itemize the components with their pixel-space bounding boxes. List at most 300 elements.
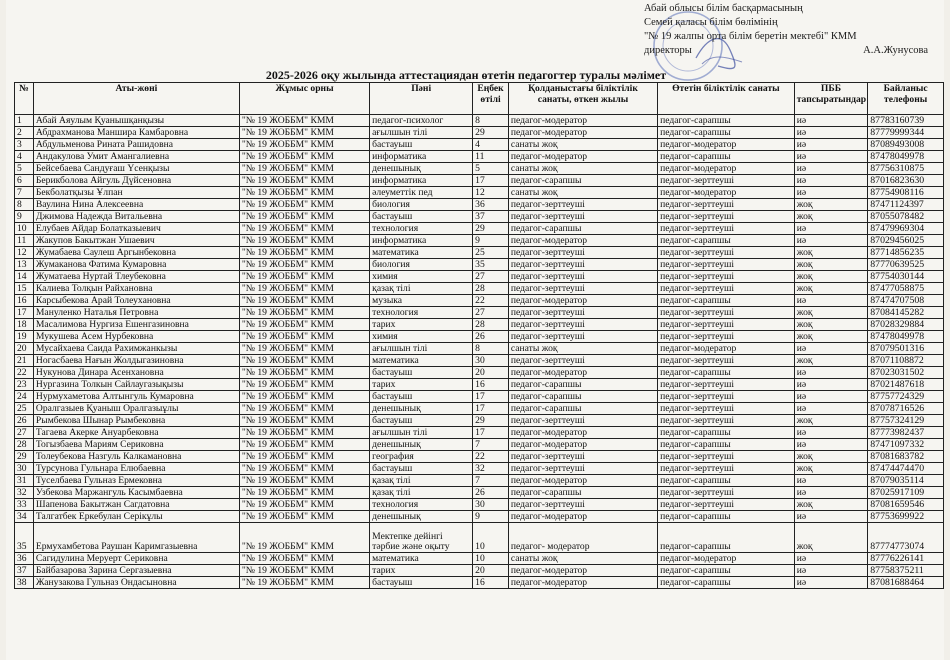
cell-current-category: педагог-сарапшы	[508, 403, 657, 415]
cell-target-category: педагог-зерттеуші	[658, 307, 795, 319]
cell-experience: 26	[473, 331, 509, 343]
cell-name: Бейсебаева Сандуғаш Үсенқызы	[33, 163, 239, 175]
cell-name: Абай Аяулым Қуанышқанқызы	[33, 115, 239, 127]
cell-num: 36	[15, 553, 34, 565]
cell-phone: 87776226141	[868, 553, 944, 565]
approval-signature-row	[644, 44, 944, 58]
cell-experience: 7	[473, 439, 509, 451]
header-workplace: Жұмыс орны	[239, 83, 369, 115]
cell-experience: 9	[473, 511, 509, 523]
cell-pbb: иә	[794, 343, 868, 355]
cell-experience: 17	[473, 403, 509, 415]
cell-workplace: "№ 19 ЖОББМ" КММ	[239, 247, 369, 259]
cell-name: Жакупов Бакытжан Ушаевич	[33, 235, 239, 247]
cell-phone: 87753699922	[868, 511, 944, 523]
document-title: 2025-2026 оқу жылында аттестациядан өтетін педагогтер туралы мәлімет	[265, 68, 667, 82]
table-row	[15, 307, 944, 319]
cell-subject: музыка	[370, 295, 473, 307]
cell-phone: 87029456025	[868, 235, 944, 247]
cell-name: Сагидулина Меруерт Сериковна	[33, 553, 239, 565]
cell-name: Карсыбекова Арай Толеухановна	[33, 295, 239, 307]
cell-phone: 87478049978	[868, 151, 944, 163]
cell-workplace: "№ 19 ЖОББМ" КММ	[239, 175, 369, 187]
cell-pbb: жоқ	[794, 271, 868, 283]
cell-target-category: педагог-зерттеуші	[658, 415, 795, 427]
cell-current-category: педагог-зерттеуші	[508, 415, 657, 427]
cell-subject: әлеуметтік пед	[370, 187, 473, 199]
cell-pbb: жоқ	[794, 415, 868, 427]
cell-current-category: педагог-зерттеуші	[508, 451, 657, 463]
cell-target-category: педагог-сарапшы	[658, 295, 795, 307]
table-row	[15, 367, 944, 379]
cell-name: Калиева Толқын Райхановна	[33, 283, 239, 295]
cell-subject: бастауыш	[370, 139, 473, 151]
cell-phone: 87023031502	[868, 367, 944, 379]
cell-workplace: "№ 19 ЖОББМ" КММ	[239, 211, 369, 223]
cell-name: Жанузакова Гульназ Ондасыновна	[33, 577, 239, 589]
cell-num: 5	[15, 163, 34, 175]
cell-experience: 32	[473, 463, 509, 475]
cell-pbb: жоқ	[794, 355, 868, 367]
cell-pbb: иә	[794, 475, 868, 487]
cell-name: Толеубекова Назгуль Калкамановна	[33, 451, 239, 463]
cell-experience: 16	[473, 379, 509, 391]
cell-current-category: санаты жоқ	[508, 553, 657, 565]
table-row	[15, 139, 944, 151]
cell-phone: 87479969304	[868, 223, 944, 235]
cell-target-category: педагог-зерттеуші	[658, 319, 795, 331]
cell-name: Ермухамбетова Раушан Каримгазыевна	[33, 523, 239, 553]
header-pbb: ПББ тапсыратындар	[794, 83, 868, 115]
approval-line-1: Абай облысы білім басқармасының	[644, 3, 803, 14]
cell-phone: 87471097332	[868, 439, 944, 451]
cell-phone: 87021487618	[868, 379, 944, 391]
cell-target-category: педагог-зерттеуші	[658, 271, 795, 283]
cell-target-category: педагог-зерттеуші	[658, 355, 795, 367]
table-row	[15, 577, 944, 589]
cell-phone: 87477058875	[868, 283, 944, 295]
cell-target-category: педагог-сарапшы	[658, 235, 795, 247]
cell-pbb: иә	[794, 223, 868, 235]
cell-experience: 7	[473, 475, 509, 487]
cell-workplace: "№ 19 ЖОББМ" КММ	[239, 553, 369, 565]
cell-current-category: санаты жоқ	[508, 187, 657, 199]
cell-current-category: педагог-сарапшы	[508, 487, 657, 499]
cell-subject: информатика	[370, 151, 473, 163]
cell-current-category: педагог-сарапшы	[508, 379, 657, 391]
cell-current-category: педагог-модератор	[508, 439, 657, 451]
cell-current-category: педагог-модератор	[508, 151, 657, 163]
cell-num: 37	[15, 565, 34, 577]
cell-workplace: "№ 19 ЖОББМ" КММ	[239, 439, 369, 451]
cell-num: 11	[15, 235, 34, 247]
cell-subject: биология	[370, 199, 473, 211]
cell-target-category: педагог-модератор	[658, 163, 795, 175]
cell-num: 16	[15, 295, 34, 307]
cell-target-category: педагог-сарапшы	[658, 577, 795, 589]
cell-name: Жумаканова Фатима Кумаровна	[33, 259, 239, 271]
cell-name: Шапенова Бакытжан Сагдатовна	[33, 499, 239, 511]
cell-current-category: педагог-зерттеуші	[508, 199, 657, 211]
cell-experience: 8	[473, 115, 509, 127]
cell-experience: 22	[473, 295, 509, 307]
cell-workplace: "№ 19 ЖОББМ" КММ	[239, 343, 369, 355]
cell-pbb: иә	[794, 127, 868, 139]
table-header-row	[15, 83, 944, 115]
cell-experience: 17	[473, 427, 509, 439]
cell-current-category: педагог-модератор	[508, 235, 657, 247]
cell-subject: математика	[370, 355, 473, 367]
cell-workplace: "№ 19 ЖОББМ" КММ	[239, 223, 369, 235]
cell-name: Оралгазыев Қуаныш Оралгазыұлы	[33, 403, 239, 415]
cell-num: 14	[15, 271, 34, 283]
cell-workplace: "№ 19 ЖОББМ" КММ	[239, 331, 369, 343]
cell-phone: 87089493008	[868, 139, 944, 151]
cell-phone: 87078716526	[868, 403, 944, 415]
cell-target-category: педагог-зерттеуші	[658, 487, 795, 499]
cell-target-category: педагог-зерттеуші	[658, 403, 795, 415]
cell-target-category: педагог-сарапшы	[658, 427, 795, 439]
cell-pbb: иә	[794, 391, 868, 403]
cell-name: Туселбаева Гульназ Ермековна	[33, 475, 239, 487]
cell-current-category: санаты жоқ	[508, 163, 657, 175]
cell-pbb: жоқ	[794, 463, 868, 475]
cell-target-category: педагог-зерттеуші	[658, 379, 795, 391]
cell-current-category: педагог-зерттеуші	[508, 307, 657, 319]
cell-target-category: педагог-зерттеуші	[658, 211, 795, 223]
cell-target-category: педагог-сарапшы	[658, 523, 795, 553]
cell-workplace: "№ 19 ЖОББМ" КММ	[239, 295, 369, 307]
cell-experience: 28	[473, 319, 509, 331]
cell-current-category: педагог-зерттеуші	[508, 283, 657, 295]
table-row	[15, 247, 944, 259]
cell-subject: ағылшын тілі	[370, 127, 473, 139]
cell-current-category: санаты жоқ	[508, 343, 657, 355]
cell-subject: ағылшын тілі	[370, 427, 473, 439]
cell-num: 10	[15, 223, 34, 235]
cell-workplace: "№ 19 ЖОББМ" КММ	[239, 199, 369, 211]
cell-name: Абдульменова Рината Рашидовна	[33, 139, 239, 151]
cell-workplace: "№ 19 ЖОББМ" КММ	[239, 487, 369, 499]
cell-phone: 87773982437	[868, 427, 944, 439]
table-row	[15, 175, 944, 187]
cell-num: 17	[15, 307, 34, 319]
cell-target-category: педагог-зерттеуші	[658, 463, 795, 475]
table-row	[15, 211, 944, 223]
cell-workplace: "№ 19 ЖОББМ" КММ	[239, 415, 369, 427]
cell-experience: 11	[473, 151, 509, 163]
cell-experience: 25	[473, 247, 509, 259]
cell-subject: технология	[370, 223, 473, 235]
cell-experience: 35	[473, 259, 509, 271]
cell-num: 12	[15, 247, 34, 259]
cell-experience: 27	[473, 271, 509, 283]
cell-num: 31	[15, 475, 34, 487]
table-row	[15, 355, 944, 367]
cell-phone: 87084145282	[868, 307, 944, 319]
cell-subject: қазақ тілі	[370, 475, 473, 487]
cell-phone: 87754908116	[868, 187, 944, 199]
cell-phone: 87756310875	[868, 163, 944, 175]
cell-experience: 36	[473, 199, 509, 211]
cell-current-category: педагог-зерттеуші	[508, 259, 657, 271]
cell-name: Талгатбек Еркебулан Серікұлы	[33, 511, 239, 523]
cell-workplace: "№ 19 ЖОББМ" КММ	[239, 259, 369, 271]
header-subject: Пәні	[370, 83, 473, 115]
cell-name: Андакулова Умит Амангалиевна	[33, 151, 239, 163]
cell-target-category: педагог-зерттеуші	[658, 283, 795, 295]
cell-pbb: жоқ	[794, 199, 868, 211]
cell-name: Жумабаева Саулеш Аргынбековна	[33, 247, 239, 259]
cell-subject: бастауыш	[370, 415, 473, 427]
cell-current-category: педагог-сарапшы	[508, 391, 657, 403]
cell-num: 6	[15, 175, 34, 187]
cell-current-category: педагог-зерттеуші	[508, 319, 657, 331]
approval-block	[644, 2, 944, 58]
cell-pbb: жоқ	[794, 331, 868, 343]
cell-target-category: педагог-сарапшы	[658, 439, 795, 451]
table-row	[15, 259, 944, 271]
cell-pbb: иә	[794, 577, 868, 589]
cell-experience: 10	[473, 553, 509, 565]
cell-subject: тарих	[370, 379, 473, 391]
cell-subject: химия	[370, 331, 473, 343]
table-row	[15, 223, 944, 235]
table-row	[15, 499, 944, 511]
cell-experience: 29	[473, 415, 509, 427]
cell-pbb: иә	[794, 487, 868, 499]
cell-pbb: иә	[794, 553, 868, 565]
cell-workplace: "№ 19 ЖОББМ" КММ	[239, 163, 369, 175]
cell-target-category: педагог-сарапшы	[658, 115, 795, 127]
cell-current-category: педагог-модератор	[508, 577, 657, 589]
approval-director-name: А.А.Жунусова	[863, 45, 928, 56]
table-row	[15, 163, 944, 175]
cell-workplace: "№ 19 ЖОББМ" КММ	[239, 271, 369, 283]
header-experience: Еңбек өтілі	[473, 83, 509, 115]
cell-workplace: "№ 19 ЖОББМ" КММ	[239, 355, 369, 367]
cell-current-category: педагог-зерттеуші	[508, 247, 657, 259]
cell-pbb: иә	[794, 367, 868, 379]
cell-experience: 26	[473, 487, 509, 499]
cell-experience: 8	[473, 343, 509, 355]
cell-num: 27	[15, 427, 34, 439]
cell-num: 20	[15, 343, 34, 355]
cell-target-category: педагог-сарапшы	[658, 475, 795, 487]
cell-current-category: педагог-зерттеуші	[508, 499, 657, 511]
cell-target-category: педагог-зерттеуші	[658, 247, 795, 259]
cell-phone: 87757324129	[868, 415, 944, 427]
cell-num: 28	[15, 439, 34, 451]
cell-name: Нукунова Динара Асенхановна	[33, 367, 239, 379]
table-row	[15, 553, 944, 565]
cell-target-category: педагог-сарапшы	[658, 367, 795, 379]
table-row	[15, 319, 944, 331]
cell-target-category: педагог-сарапшы	[658, 565, 795, 577]
cell-pbb: жоқ	[794, 523, 868, 553]
cell-subject: педагог-психолог	[370, 115, 473, 127]
table-row	[15, 475, 944, 487]
cell-num: 21	[15, 355, 34, 367]
table-row	[15, 487, 944, 499]
cell-subject: қазақ тілі	[370, 487, 473, 499]
cell-subject: технология	[370, 499, 473, 511]
cell-name: Масалимова Нургиза Ешенгазиновна	[33, 319, 239, 331]
teachers-table	[14, 82, 944, 589]
cell-pbb: жоқ	[794, 211, 868, 223]
cell-workplace: "№ 19 ЖОББМ" КММ	[239, 391, 369, 403]
cell-name: Узбекова Маржангуль Касымбаевна	[33, 487, 239, 499]
cell-target-category: педагог-модератор	[658, 553, 795, 565]
cell-num: 38	[15, 577, 34, 589]
table-row	[15, 343, 944, 355]
table-row	[15, 379, 944, 391]
cell-name: Ваулина Нина Алексеевна	[33, 199, 239, 211]
cell-pbb: иә	[794, 163, 868, 175]
cell-pbb: иә	[794, 511, 868, 523]
table-row	[15, 151, 944, 163]
cell-subject: бастауыш	[370, 463, 473, 475]
cell-num: 30	[15, 463, 34, 475]
cell-pbb: иә	[794, 427, 868, 439]
cell-num: 1	[15, 115, 34, 127]
cell-num: 4	[15, 151, 34, 163]
cell-target-category: педагог-зерттеуші	[658, 499, 795, 511]
table-row	[15, 511, 944, 523]
cell-phone: 87714856235	[868, 247, 944, 259]
cell-experience: 30	[473, 355, 509, 367]
cell-subject: денешынық	[370, 163, 473, 175]
cell-workplace: "№ 19 ЖОББМ" КММ	[239, 427, 369, 439]
cell-pbb: жоқ	[794, 247, 868, 259]
cell-name: Байбазарова Зарина Сергазыевна	[33, 565, 239, 577]
cell-subject: қазақ тілі	[370, 283, 473, 295]
table-row	[15, 187, 944, 199]
cell-current-category: педагог-модератор	[508, 295, 657, 307]
cell-current-category: педагог-модератор	[508, 475, 657, 487]
cell-subject: математика	[370, 247, 473, 259]
cell-workplace: "№ 19 ЖОББМ" КММ	[239, 187, 369, 199]
cell-subject: тарих	[370, 565, 473, 577]
cell-subject: технология	[370, 307, 473, 319]
cell-subject: информатика	[370, 175, 473, 187]
cell-experience: 4	[473, 139, 509, 151]
table-row	[15, 115, 944, 127]
cell-experience: 20	[473, 367, 509, 379]
cell-subject: химия	[370, 271, 473, 283]
cell-num: 19	[15, 331, 34, 343]
cell-subject: бастауыш	[370, 391, 473, 403]
cell-num: 25	[15, 403, 34, 415]
cell-phone: 87757724329	[868, 391, 944, 403]
header-phone: Байланыс телефоны	[868, 83, 944, 115]
cell-name: Джимова Надежда Витальевна	[33, 211, 239, 223]
cell-phone: 87079035114	[868, 475, 944, 487]
cell-num: 34	[15, 511, 34, 523]
cell-num: 15	[15, 283, 34, 295]
cell-current-category: педагог-модератор	[508, 565, 657, 577]
table-row	[15, 271, 944, 283]
cell-subject: математика	[370, 553, 473, 565]
cell-phone: 87478049978	[868, 331, 944, 343]
cell-subject: денешынық	[370, 511, 473, 523]
table-row	[15, 439, 944, 451]
cell-experience: 28	[473, 283, 509, 295]
header-target-category: Өтетін біліктілік санаты	[658, 83, 795, 115]
table-row	[15, 295, 944, 307]
cell-pbb: жоқ	[794, 259, 868, 271]
cell-target-category: педагог-модератор	[658, 343, 795, 355]
cell-experience: 10	[473, 523, 509, 553]
cell-experience: 29	[473, 223, 509, 235]
cell-phone: 87783160739	[868, 115, 944, 127]
cell-phone: 87471124397	[868, 199, 944, 211]
cell-name: Мукушева Асем Нурбековна	[33, 331, 239, 343]
cell-pbb: жоқ	[794, 451, 868, 463]
cell-target-category: педагог-зерттеуші	[658, 199, 795, 211]
cell-pbb: иә	[794, 235, 868, 247]
table-row	[15, 127, 944, 139]
cell-num: 35	[15, 523, 34, 553]
cell-name: Елубаев Айдар Болатказыевич	[33, 223, 239, 235]
cell-current-category: педагог-зерттеуші	[508, 271, 657, 283]
cell-pbb: иә	[794, 565, 868, 577]
table-row	[15, 235, 944, 247]
cell-target-category: педагог-сарапшы	[658, 151, 795, 163]
cell-pbb: иә	[794, 295, 868, 307]
cell-num: 7	[15, 187, 34, 199]
cell-experience: 17	[473, 391, 509, 403]
cell-subject: бастауыш	[370, 577, 473, 589]
cell-experience: 9	[473, 235, 509, 247]
cell-subject: Мектепке дейінгі тәрбие және оқыту	[370, 523, 473, 553]
cell-workplace: "№ 19 ЖОББМ" КММ	[239, 523, 369, 553]
cell-experience: 12	[473, 187, 509, 199]
cell-phone: 87055078482	[868, 211, 944, 223]
approval-line-2: Семей қаласы білім бөлімінің	[644, 17, 778, 28]
cell-phone: 87025917109	[868, 487, 944, 499]
cell-workplace: "№ 19 ЖОББМ" КММ	[239, 139, 369, 151]
cell-experience: 29	[473, 127, 509, 139]
cell-target-category: педагог-модератор	[658, 139, 795, 151]
cell-workplace: "№ 19 ЖОББМ" КММ	[239, 127, 369, 139]
table-row	[15, 415, 944, 427]
cell-pbb: жоқ	[794, 499, 868, 511]
cell-current-category: педагог-модератор	[508, 367, 657, 379]
cell-phone: 87770639525	[868, 259, 944, 271]
table-row	[15, 427, 944, 439]
cell-num: 33	[15, 499, 34, 511]
cell-current-category: педагог-модератор	[508, 127, 657, 139]
cell-workplace: "№ 19 ЖОББМ" КММ	[239, 499, 369, 511]
cell-subject: информатика	[370, 235, 473, 247]
cell-pbb: иә	[794, 151, 868, 163]
cell-target-category: педагог-модератор	[658, 187, 795, 199]
cell-experience: 22	[473, 451, 509, 463]
cell-target-category: педагог-зерттеуші	[658, 451, 795, 463]
cell-num: 22	[15, 367, 34, 379]
cell-subject: денешынық	[370, 439, 473, 451]
cell-workplace: "№ 19 ЖОББМ" КММ	[239, 475, 369, 487]
cell-target-category: педагог-зерттеуші	[658, 331, 795, 343]
cell-name: Мануленко Наталья Петровна	[33, 307, 239, 319]
cell-phone: 87474474470	[868, 463, 944, 475]
cell-pbb: жоқ	[794, 319, 868, 331]
cell-phone: 87779999344	[868, 127, 944, 139]
cell-num: 32	[15, 487, 34, 499]
cell-name: Нурмухаметова Алтынгуль Кумаровна	[33, 391, 239, 403]
cell-target-category: педагог-зерттеуші	[658, 259, 795, 271]
